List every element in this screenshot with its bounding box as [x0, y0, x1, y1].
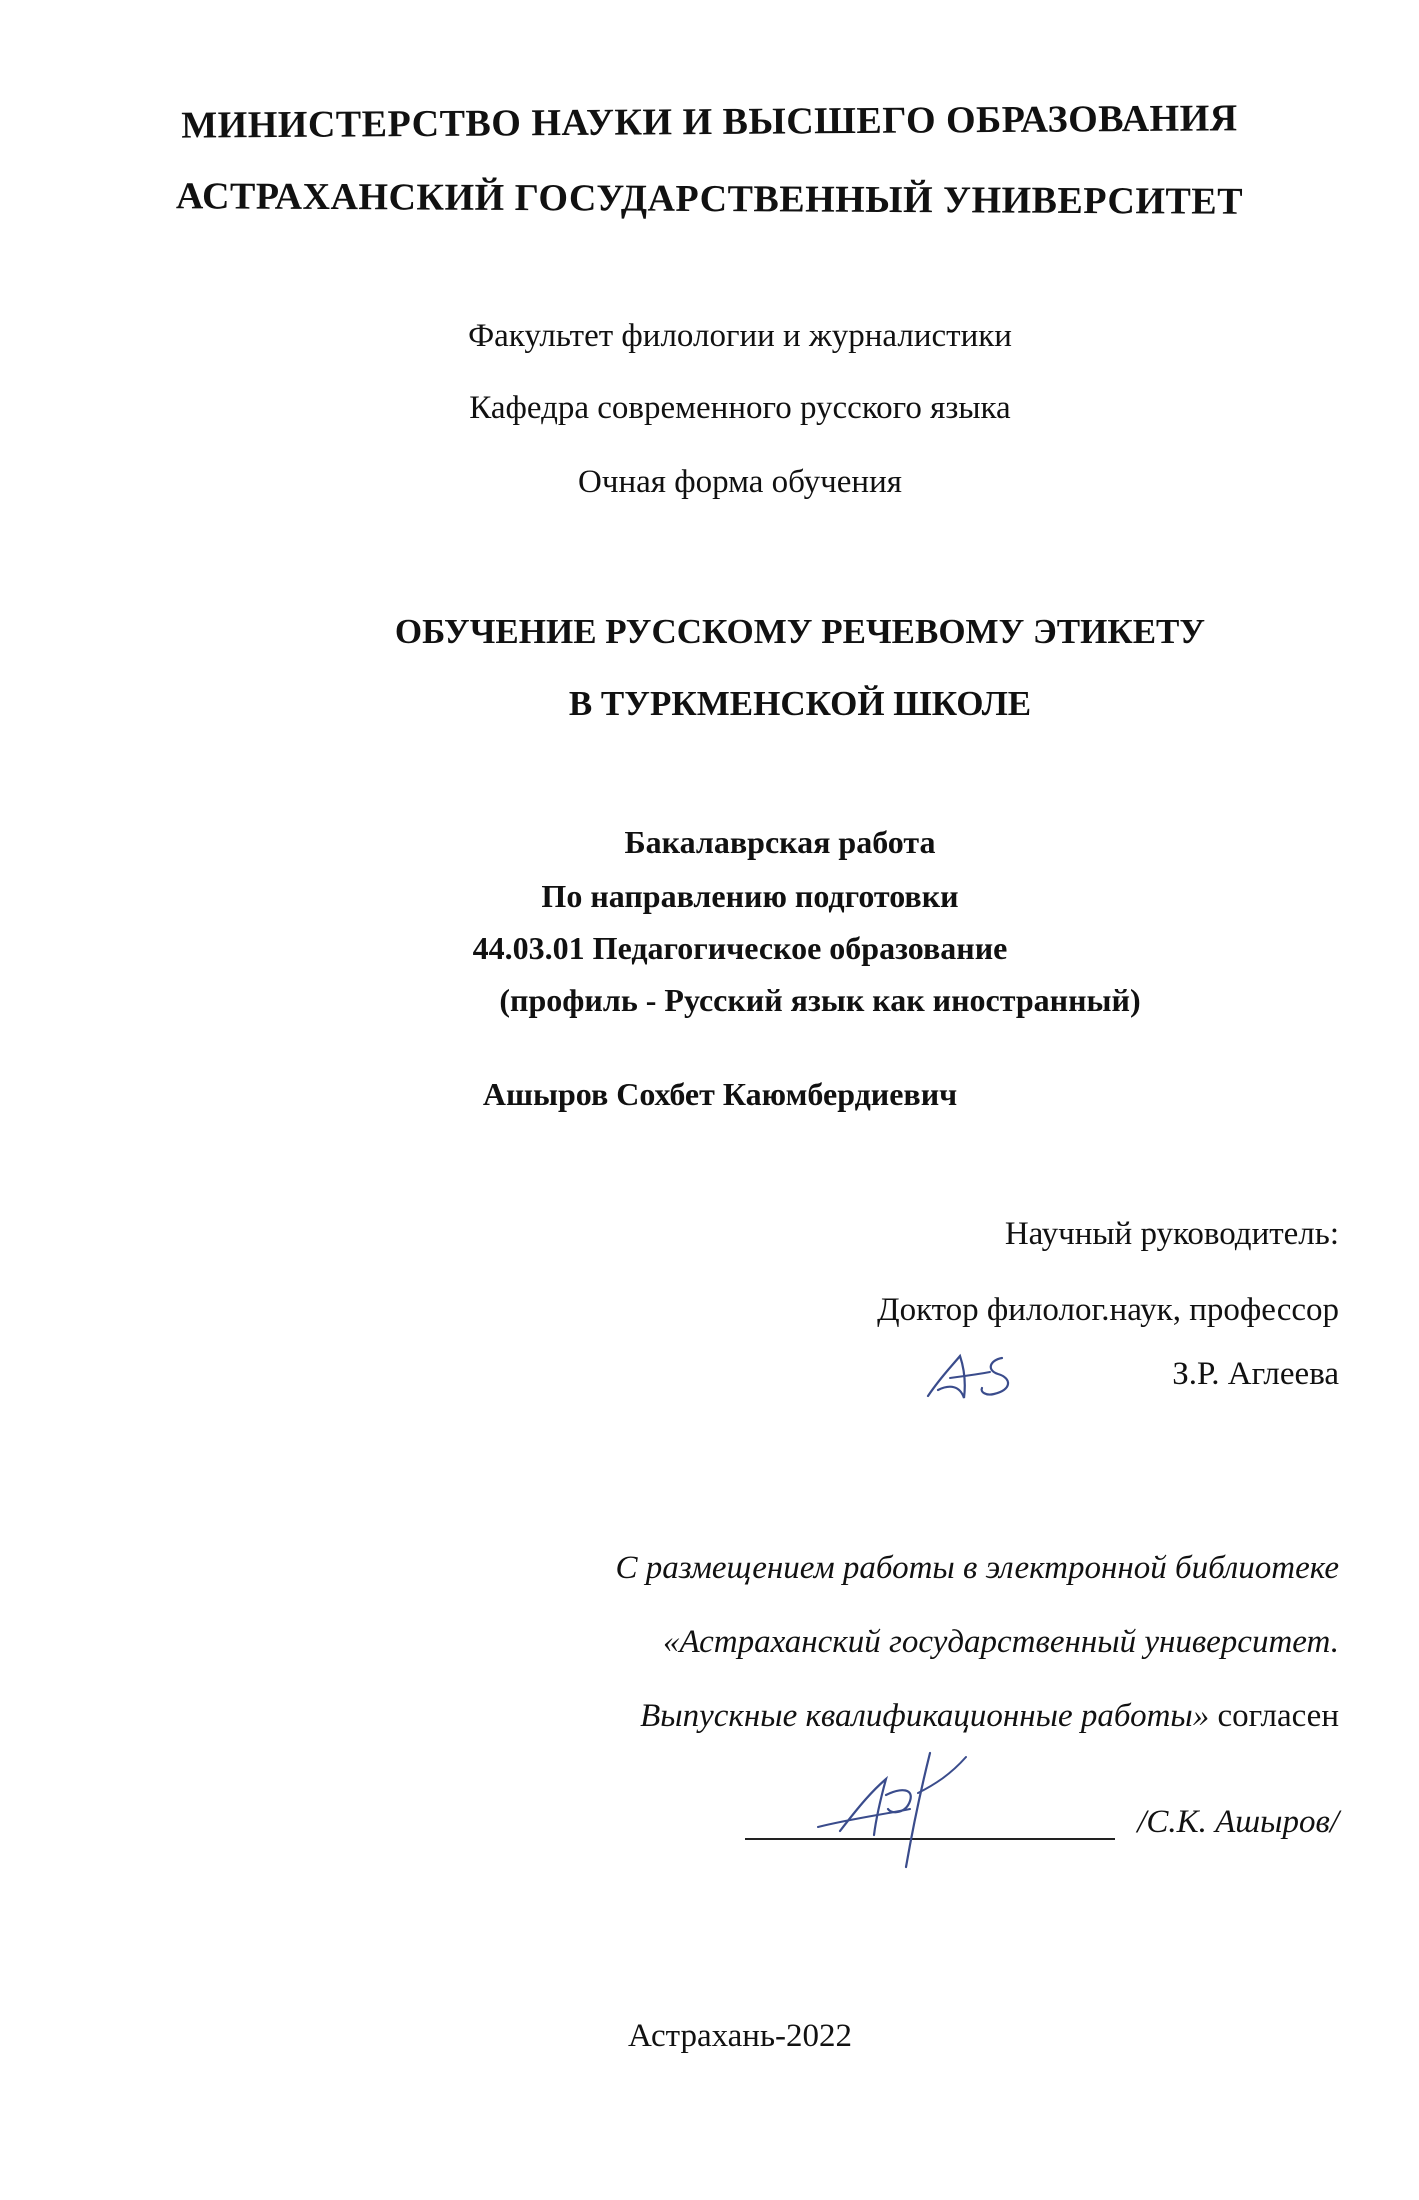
thesis-title-line-2: В ТУРКМЕНСКОЙ ШКОЛЕ [568, 684, 1032, 723]
university-heading: АСТРАХАНСКИЙ ГОСУДАРСТВЕННЫЙ УНИВЕРСИТЕТ [175, 175, 1244, 223]
consent-line-3 [640, 1700, 1339, 1733]
direction-code: 44.03.01 Педагогическое образование [472, 930, 1008, 966]
consent-signer-name: /С.К. Ашыров/ [1137, 1804, 1339, 1840]
consent-line-3-italic: Выпускные квалификационные работы» [640, 1698, 1210, 1734]
author-signature-icon [810, 1735, 990, 1875]
direction-profile: (профиль - Русский язык как иностранный) [499, 982, 1141, 1018]
study-form: Очная форма обучения [578, 464, 902, 500]
supervisor-signature-icon [920, 1338, 1040, 1413]
work-type: Бакалаврская работа [624, 824, 936, 860]
supervisor-label: Научный руководитель: [1004, 1216, 1339, 1252]
city-year: Астрахань-2022 [627, 2018, 853, 2054]
ministry-heading: МИНИСТЕРСТВО НАУКИ И ВЫСШЕГО ОБРАЗОВАНИЯ [181, 97, 1238, 147]
faculty-name: Факультет филологии и журналистики [468, 318, 1012, 354]
author-name: Ашыров Сохбет Каюмбердиевич [482, 1076, 958, 1112]
consent-line-2: «Астраханский государственный университет. [662, 1624, 1339, 1660]
department-name: Кафедра современного русского языка [469, 390, 1011, 426]
consent-line-3-regular: согласен [1209, 1698, 1339, 1734]
supervisor-degree: Доктор филолог.наук, профессор [877, 1292, 1339, 1328]
direction-label: По направлению подготовки [541, 878, 959, 914]
supervisor-name: З.Р. Аглеева [1172, 1356, 1339, 1392]
thesis-title-line-1: ОБУЧЕНИЕ РУССКОМУ РЕЧЕВОМУ ЭТИКЕТУ [394, 612, 1206, 651]
consent-line-1: С размещением работы в электронной библиотеке [615, 1550, 1339, 1586]
